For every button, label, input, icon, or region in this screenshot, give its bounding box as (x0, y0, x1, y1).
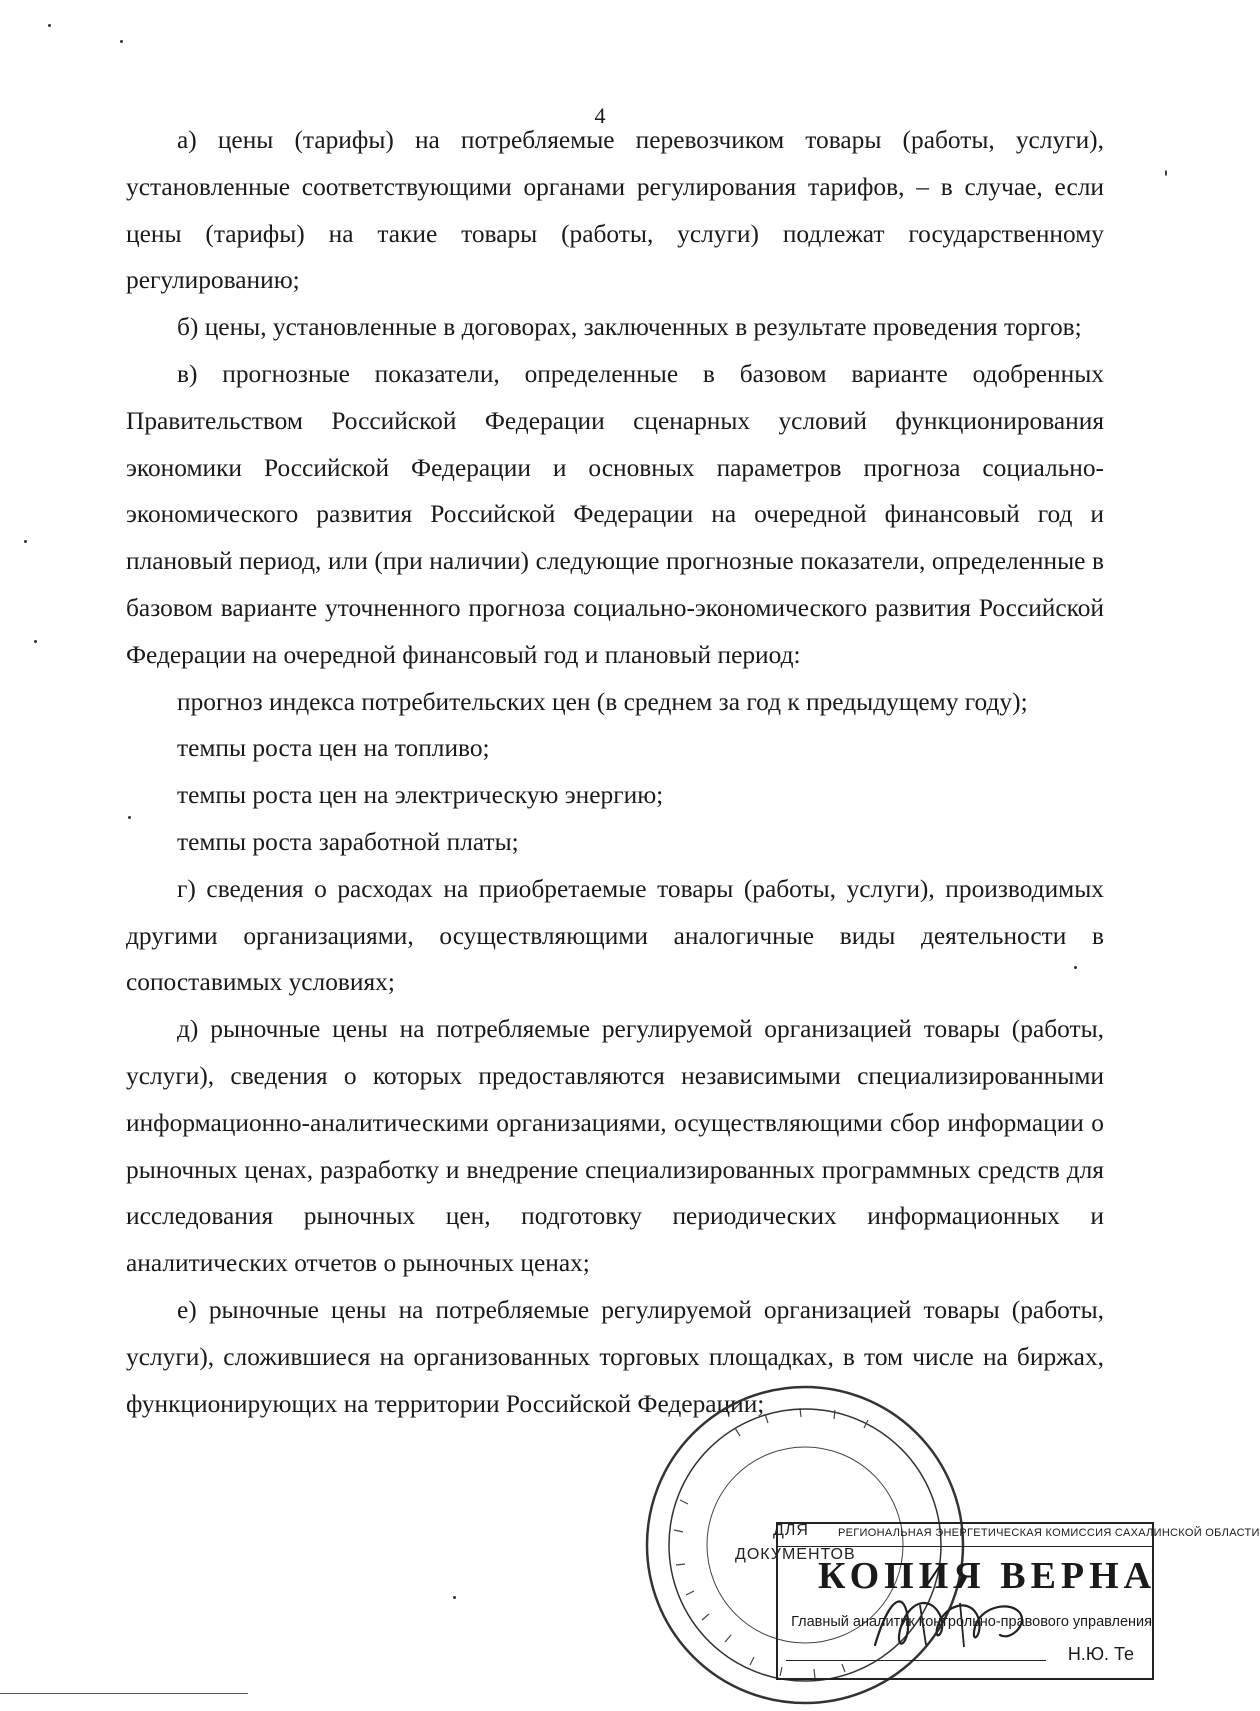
stamp-title: КОПИЯ ВЕРНА (818, 1555, 1157, 1597)
paragraph: прогноз индекса потребительских цен (в среднем за год к предыдущему году); (177, 687, 1028, 716)
paragraph: темпы роста заработной платы; (177, 827, 519, 856)
bottom-margin-line (0, 1693, 248, 1694)
seal-label-top: ДЛЯ (773, 1522, 809, 1539)
handwritten-signature-icon (860, 1575, 1060, 1665)
stamp-signer-name: Н.Ю. Те (1067, 1644, 1134, 1664)
scan-speck (48, 24, 51, 27)
paragraph: темпы роста цен на топливо; (177, 734, 490, 763)
seal-label-bottom: ДОКУМЕНТОВ (735, 1546, 856, 1563)
paragraph: б) цены, установленные в договорах, заключенных в результате проведения торгов; (177, 313, 1082, 342)
stamp-organization: РЕГИОНАЛЬНАЯ ЭНЕРГЕТИЧЕСКАЯ КОМИССИЯ САХАЛИНСКОЙ ОБЛАСТИ (838, 1527, 1260, 1539)
paragraph: д) рыночные цены на потребляемые регулируемой организацией товары (работы, услуги), сведения о которых предоставляются независимыми специализированными информационно-аналитическими организациями, осуществляющими сбор информации о рыночных ценах, разработку и внедрение специализированных программных средств для исследования рыночных цен, подготовку периодических информационных и аналитических отчетов о рыночных ценах; (126, 1015, 1104, 1278)
scan-speck (24, 540, 27, 543)
paragraph: в) прогнозные показатели, определенные в базовом варианте одобренных Правительством Российской Федерации сценарных условий функционирования экономики Российской Федерации и основных параметров прогноза социально-экономического развития Российской Федерации на очередной финансовый год и плановый период, или (при наличии) следующие прогнозные показатели, определенные в базовом варианте уточненного прогноза социально-экономического развития Российской Федерации на очередной финансовый год и плановый период: (126, 359, 1104, 669)
scan-speck (34, 640, 37, 643)
stamp-position: Главный аналитик контрольно-правового управления (791, 1614, 1152, 1630)
paragraph: г) сведения о расходах на приобретаемые товары (работы, услуги), производимых другими организациями, осуществляющими аналогичные виды деятельности в сопоставимых условиях; (126, 874, 1104, 997)
page-number: 4 (594, 103, 606, 128)
scan-speck (1165, 170, 1167, 176)
stamp-divider (778, 1546, 1152, 1547)
paragraph: темпы роста цен на электрическую энергию; (177, 781, 664, 810)
scan-speck (1074, 966, 1077, 969)
paragraph: а) цены (тарифы) на потребляемые перевозчиком товары (работы, услуги), установленные соответствующими органами регулирования тарифов, – в случае, если цены (тарифы) на такие товары (работы, услуги) подлежат государственному регулированию; (126, 126, 1104, 295)
paragraph: е) рыночные цены на потребляемые регулируемой организацией товары (работы, услуги), сложившиеся на организованных торговых площадках, в том числе на биржах, функционирующих на территории Российской Федерации; (126, 1295, 1104, 1418)
scan-speck (453, 1596, 456, 1599)
scan-speck (120, 40, 123, 43)
scan-speck (128, 816, 131, 819)
document-body (126, 117, 1104, 1427)
